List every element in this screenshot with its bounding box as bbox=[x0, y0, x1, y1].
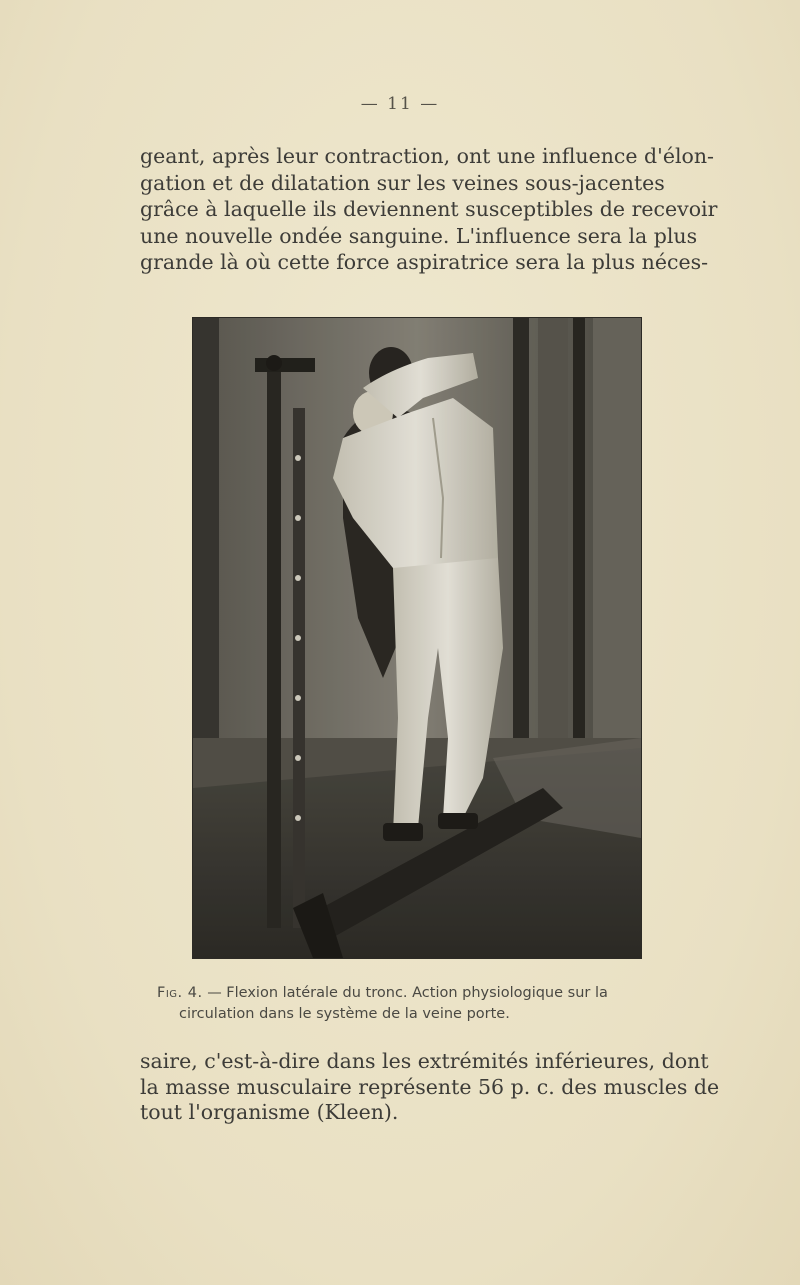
caption-text-1: — Flexion latérale du tronc. Action physiologique sur la bbox=[207, 985, 608, 1001]
page-number: — 11 — bbox=[360, 94, 440, 114]
text-line: geant, après leur contraction, ont une influence d'élon- bbox=[140, 144, 714, 168]
figure-photograph bbox=[193, 318, 641, 958]
figure-label: Fig. 4. bbox=[157, 985, 203, 1001]
figure-caption bbox=[157, 983, 657, 1025]
caption-text-2: circulation dans le système de la veine porte. bbox=[179, 1006, 510, 1022]
text-line: grâce à laquelle ils deviennent susceptibles de recevoir bbox=[140, 197, 718, 221]
photo-illustration bbox=[193, 318, 641, 958]
text-line: la masse musculaire représente 56 p. c. des muscles de bbox=[140, 1074, 720, 1099]
bottom-paragraph bbox=[140, 1049, 720, 1126]
text-line: grande là où cette force aspiratrice sera la plus néces- bbox=[140, 250, 709, 274]
top-paragraph bbox=[140, 143, 718, 276]
text-line: saire, c'est-à-dire dans les extrémités inférieures, dont bbox=[140, 1049, 709, 1073]
text-line: une nouvelle ondée sanguine. L'influence sera la plus bbox=[140, 223, 698, 248]
text-line: tout l'organisme (Kleen). bbox=[140, 1100, 399, 1124]
text-line: gation et de dilatation sur les veines sous-jacentes bbox=[140, 170, 665, 195]
